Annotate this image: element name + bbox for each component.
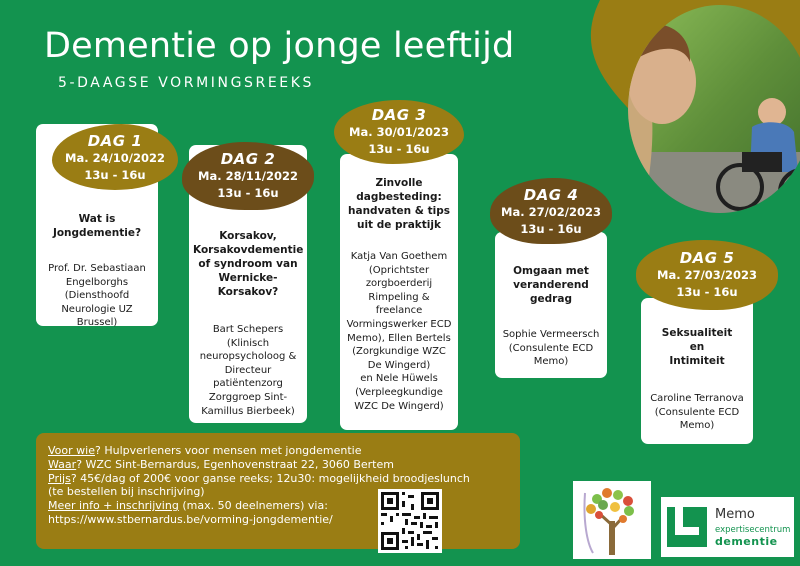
day-5-time: 13u - 16u xyxy=(676,285,738,299)
day-3-card xyxy=(340,154,458,430)
memo-name: Memo xyxy=(715,507,755,522)
memo-line1: expertisecentrum xyxy=(715,525,791,535)
day-5-speaker: Caroline Terranova (Consulente ECD Memo) xyxy=(650,393,744,432)
day-2-label: DAG 2 xyxy=(220,150,276,168)
day-5-label: DAG 5 xyxy=(679,249,735,267)
day-1-topic: Wat is Jongdementie? xyxy=(52,213,142,239)
info-more: Meer info + inschrijving (max. 50 deelnemers) via: xyxy=(48,499,328,513)
tree-icon xyxy=(573,481,651,559)
day-3-date: Ma. 30/01/2023 xyxy=(349,125,449,139)
info-price: Prijs? 45€/dag of 200€ voor ganse reeks; 12u30: mogelijkheid broodjeslunch xyxy=(48,471,470,485)
day-3-header xyxy=(334,100,464,164)
day-1-label: DAG 1 xyxy=(87,132,143,150)
info-where: Waar? WZC Sint-Bernardus, Egenhovenstraat 22, 3060 Bertem xyxy=(48,457,394,471)
memo-icon xyxy=(667,507,707,547)
day-2-topic: Korsakov, Korsakovdementie of syndroom van Wernicke- Korsakov? xyxy=(193,230,304,298)
day-4-speaker: Sophie Vermeersch (Consulente ECD Memo) xyxy=(502,329,600,368)
memo-logo xyxy=(661,497,794,557)
day-4-label: DAG 4 xyxy=(523,186,579,204)
day-3-speaker: Katja Van Goethem (Oprichtster zorgboerderij Rimpeling & freelance Vormingswerker ECD Memo), Ellen Bertels (Zorgkundige WZC De Wingerd) en Nele Hüwels (Verpleegkundige WZC De Wingerd) xyxy=(346,251,452,412)
info-url-link[interactable]: https://www.stbernardus.be/vorming-jongdementie/ xyxy=(48,512,333,526)
day-4-card xyxy=(495,232,607,378)
info-who: Voor wie? Hulpverleners voor mensen met jongdementie xyxy=(48,444,362,457)
info-price-note: (te bestellen bij inschrijving) xyxy=(48,485,205,499)
qr-code-icon[interactable] xyxy=(378,489,442,553)
day-1-date: Ma. 24/10/2022 xyxy=(65,151,165,165)
day-2-header xyxy=(182,142,314,210)
day-1-header xyxy=(52,124,178,190)
day-2-date: Ma. 28/11/2022 xyxy=(198,169,298,183)
day-5-date: Ma. 27/03/2023 xyxy=(657,268,757,282)
day-1-time: 13u - 16u xyxy=(84,168,146,182)
day-4-topic: Omgaan met veranderend gedrag xyxy=(513,265,589,305)
day-1-speaker: Prof. Dr. Sebastiaan Engelborghs (Diensthoofd Neurologie UZ Brussel) xyxy=(48,263,146,329)
day-5-header xyxy=(636,240,778,310)
day-5-topic: Seksualiteit en Intimiteit xyxy=(661,327,733,367)
memo-line2: dementie xyxy=(715,535,778,548)
day-3-topic: Zinvolle dagbesteding: handvaten & tips uit de praktijk xyxy=(348,177,450,231)
photo-circle xyxy=(622,2,800,216)
day-3-time: 13u - 16u xyxy=(368,142,430,156)
day-5-card xyxy=(641,298,753,444)
page-subtitle: 5-DAAGSE VORMINGSREEKS xyxy=(58,75,315,91)
tree-logo xyxy=(573,481,651,559)
day-3-label: DAG 3 xyxy=(371,106,427,124)
day-4-header xyxy=(490,178,612,244)
page-title: Dementie op jonge leeftijd xyxy=(44,26,515,66)
day-4-time: 13u - 16u xyxy=(520,222,582,236)
day-2-time: 13u - 16u xyxy=(217,186,279,200)
day-4-date: Ma. 27/02/2023 xyxy=(501,205,601,219)
day-2-speaker: Bart Schepers (Klinisch neuropsycholoog & Directeur patiëntenzorg Zorggroep Sint- Kamillus Bierbeek) xyxy=(199,324,297,417)
info-box xyxy=(36,433,520,549)
